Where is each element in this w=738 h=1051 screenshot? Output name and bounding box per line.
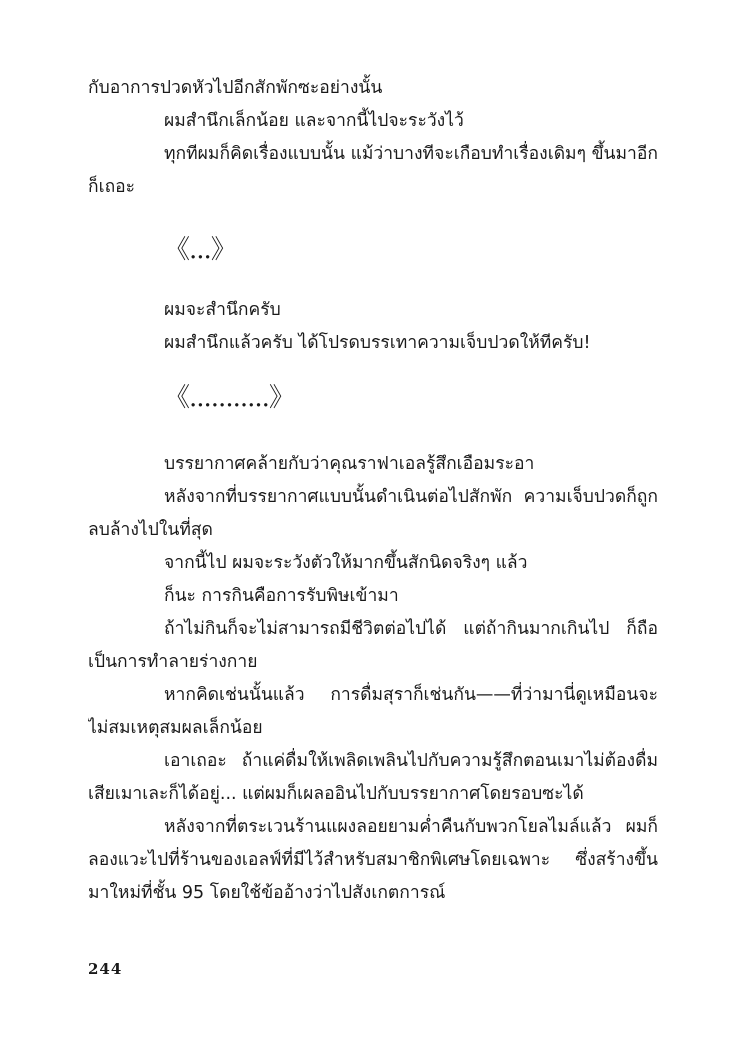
paragraph-12: เอาเถอะ ถ้าแค่ดื่มให้เพลิดเพลินไปกับความรู้สึกตอนเมาไม่ต้องดื่มเสียเมาเละก็ได้อยู่... แต่ผมก็เผลออินไปกับบรรยากาศโดยรอบซะได้ (88, 751, 658, 804)
scene-break-1: 《...》 (164, 235, 236, 265)
paragraph-6: บรรยากาศคล้ายกับว่าคุณราฟาเอลรู้สึกเอือมระอา (164, 454, 535, 474)
paragraph-7: หลังจากที่บรรยากาศแบบนั้นดำเนินต่อไปสักพัก ความเจ็บปวดก็ถูกลบล้างไปในที่สุด (88, 487, 658, 540)
paragraph-9: ก็นะ การกินคือการรับพิษเข้ามา (164, 586, 399, 606)
paragraph-10: ถ้าไม่กินก็จะไม่สามารถมีชีวิตต่อไปได้ แต่ถ้ากินมากเกินไป ก็ถือเป็นการทำลายร่างกาย (88, 619, 658, 672)
paragraph-13: หลังจากที่ตระเวนร้านแผงลอยยามค่ำคืนกับพวกโยลไมล์แล้ว ผมก็ลองแวะไปที่ร้านของเอลฟ์ที่มีไว้สำหรับสมาชิกพิเศษโดยเฉพาะ ซึ่งสร้างขึ้นมาใหม่ที่ชั้น 95 โดยใช้ข้ออ้างว่าไปสังเกตการณ์ (88, 817, 658, 903)
paragraph-3: ทุกทีผมก็คิดเรื่องแบบนั้น แม้ว่าบางทีจะเกือบทำเรื่องเดิมๆ ขึ้นมาอีกก็เถอะ (88, 144, 658, 197)
paragraph-8: จากนี้ไป ผมจะระวังตัวให้มากขึ้นสักนิดจริงๆ แล้ว (164, 553, 528, 573)
paragraph-2: ผมสำนึกเล็กน้อย และจากนี้ไปจะระวังไว้ (164, 111, 464, 131)
body-text (88, 72, 658, 910)
paragraph-4: ผมจะสำนึกครับ (164, 300, 281, 320)
paragraph-1: กับอาการปวดหัวไปอีกสักพักซะอย่างนั้น (88, 78, 383, 98)
paragraph-5: ผมสำนึกแล้วครับ ได้โปรดบรรเทาความเจ็บปวดให้ทีครับ! (164, 333, 591, 353)
scene-break-2: 《...........》 (164, 383, 294, 413)
page-number: 244 (88, 960, 123, 978)
paragraph-11: หากคิดเช่นนั้นแล้ว การดื่มสุราก็เช่นกัน——ที่ว่ามานี่ดูเหมือนจะไม่สมเหตุสมผลเล็กน้อย (88, 685, 658, 738)
